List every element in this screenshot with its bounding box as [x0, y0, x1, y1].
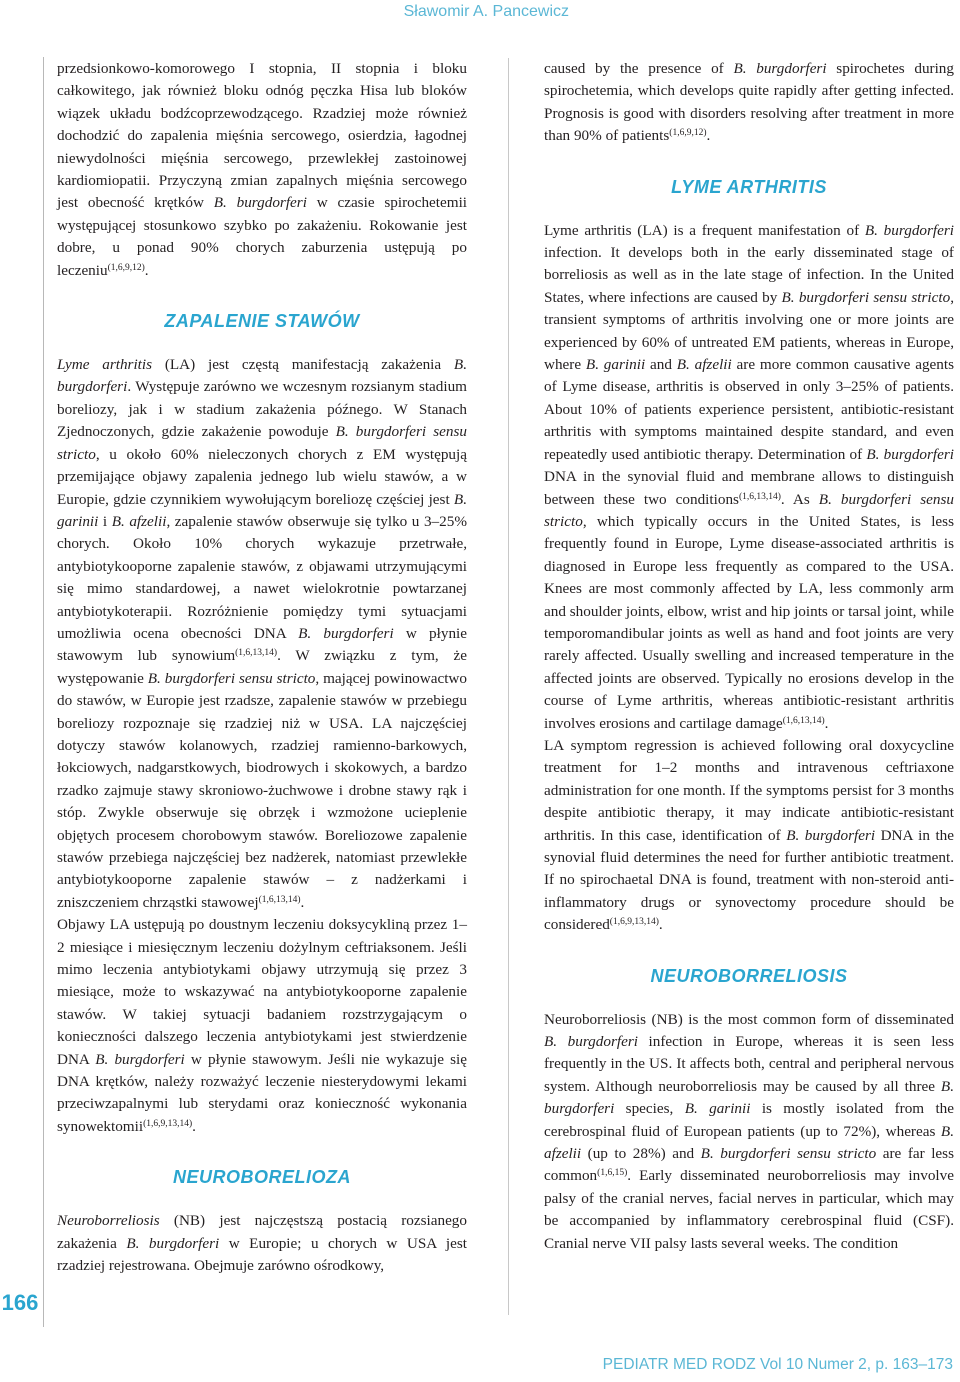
right-paragraph-neuro	[544, 1009, 954, 1255]
species-name: B. burgdorferi sensu stricto	[544, 490, 954, 530]
text-run: .	[300, 893, 305, 911]
text-run: .	[706, 127, 711, 145]
citation: (1,6,9,12)	[107, 262, 145, 273]
text-run: .	[658, 916, 663, 934]
text-run: przedsionkowo-komorowego I stopnia, II stopnia i bloku całkowitego, jak również bloku odnóg pęczka Hisa lub bloków wiązek układu bodźcoprzewodzącego. Rzadziej może również dochodzić do zapalenia mięśnia sercowego, osierdzia, łagodnej niewydolności mięśnia sercowego, przewlekłej zastoinowej kardiomiopatii. Przyczyną zmian zapalnych mięśnia sercowego jest obecność krętków	[57, 60, 467, 212]
citation: (1,6,15)	[597, 1168, 628, 1179]
left-paragraph-treatment	[57, 914, 467, 1138]
left-paragraph-arthritis	[57, 354, 467, 914]
species-name: B. burgdorferi sensu stricto	[57, 423, 467, 463]
species-name: B. burgdorferi	[57, 356, 467, 396]
text-run: species,	[614, 1100, 685, 1118]
text-run: w płynie stawowym. Jeśli nie wykazuje się DNA krętków, należy rozważyć leczenie niesterydowymi lekami przeciwzapalnymi lub sterydami oraz konieczność wykonania synowektomii	[57, 1050, 467, 1135]
left-paragraph-neuro	[57, 1210, 467, 1277]
species-name: B. afzelii	[544, 1122, 954, 1163]
text-run: , which typically occurs in the United States, is less frequently found in Europe, Lyme disease-associated arthritis is diagnosed in Europe less frequently as compared to the USA. Knees are most commonly affected by LA, less commonly arm and shoulder joints, elbow, wrist and hip joints or tarsal joint, while temporomandibular joints as well as hand and foot joints are very rarely affected. Usually swelling and increased temperature in the affected joints are observed. Typically no erosions develop in the course of Lyme arthritis, whereas antibiotic-resistant arthritis involves erosions and cartilage damage	[544, 512, 954, 732]
species-name: B. garinii	[57, 490, 467, 530]
citation: (1,6,9,13,14)	[143, 1118, 193, 1129]
species-name: B. garinii	[684, 1100, 751, 1118]
text-run: w Europie; u chorych w USA jest rzadziej rejestrowana. Obejmuje zarówno ośrodkowy,	[57, 1234, 468, 1275]
species-name: B. afzelii	[676, 356, 732, 374]
section-heading-arthritis-en: LYME ARTHRITIS	[671, 176, 827, 197]
text-run: w płynie stawowym lub synowium	[57, 624, 468, 665]
species-name: B. burgdorferi	[544, 1077, 954, 1118]
text-run: (LA) jest częstą manifestacją zakażenia	[152, 356, 454, 374]
citation: (1,6,13,14)	[235, 648, 278, 659]
species-name: B. burgdorferi sensu stricto	[781, 288, 951, 306]
left-paragraph-myocarditis: przedsionkowo-komorowego I stopnia, II stopnia i bloku całkowitego, jak również bloku odnóg pęczka Hisa lub bloków wiązek układu bodźcoprzewodzącego. Rzadziej może również dochodzić do zapalenia mięśnia sercowego, osierdzia, łagodnej niewydolności mięśnia sercowego, przewlekłej zastoinowej kardiomiopatii. Przyczyną zmian zapalnych mięśnia sercowego jest obecność krętków B. burgdorferi w czasie spirochetemii występującej stosunkowo szybko po zakażeniu. Rokowanie jest dobre, u ponad 90% chorych zaburzenia ustępują po leczeniu$^{(1,6,9,12)}$.	[57, 60, 468, 279]
text-run: , mającej powinowactwo do stawów, w Europie jest rzadsze, zapalenie stawów w przebiegu boreliozy rozpoznaje się rzadziej niż w USA. LA najczęściej dotyczy stawów kolanowych, rzadziej ramienno-barkowych, łokciowych, nadgarstkowych, biodrowych i skokowych, a bardzo rzadko zajmuje stawy skroniowo-żuchwowe i drobne stawy rąk i stóp. Zwykle obserwuje się obrzęk i wzmożone ucieplenie objętych procesem chorobowym stawów. Boreliozowe zapalenie stawów przebiega najczęściej bez nadżerek, natomiast przewlekłe antybiotykooporne zapalenie stawów – z nadżerkami i zniszczeniem chrząstki stawowej	[57, 669, 467, 911]
left-column	[57, 58, 467, 1278]
text-run: Lyme arthritis (LA) is a frequent manifestation of	[544, 221, 865, 239]
text-run: w czasie spirochetemii występującej stosunkowo szybko po zakażeniu. Rokowanie jest dobre, u ponad 90% chorych zaburzenia ustępują po leczeniu	[57, 194, 468, 279]
text-run: infection. It develops both in the early disseminated stage of borreliosis as well as in the late stage of infection. In the United States, where infections are caused by	[544, 244, 954, 306]
species-name: B. burgdorferi	[866, 445, 955, 463]
term: Lyme arthritis	[57, 356, 153, 374]
text-run: Objawy LA ustępują po doustnym leczeniu doksycykliną przez 1–2 miesiące i miesięcznym leczeniu dożylnym ceftriaksonem. Jeśli mimo leczenia antybiotykami objawy utrzymują się przez 3 miesiące, może to wskazywać na antybiotykooporne zapalenie stawów. W takiej sytuacji badaniem rozstrzygającym o konieczności dalszego leczenia antybiotykami jest stwierdzenie DNA	[57, 916, 467, 1068]
species-name: B. burgdorferi	[126, 1234, 220, 1252]
text-run: . Występuje zarówno we wczesnym rozsianym stadium boreliozy, jak i w stadium zakażenia późnego. W Stanach Zjednoczonych, gdzie zakażenie powoduje	[57, 378, 467, 441]
right-column	[544, 58, 954, 1255]
species-name: B. burgdorferi	[864, 221, 955, 239]
column-divider	[508, 58, 509, 1315]
text-run: is mostly isolated from the cerebrospinal fluid of European patients (up to 72%), whereas	[544, 1100, 955, 1140]
section-heading-neuro-pl: NEUROBORELIOZA	[173, 1167, 351, 1188]
text-run: .	[824, 714, 829, 732]
species-name: B. burgdorferi sensu stricto	[147, 669, 316, 687]
text-run: , transient symptoms of arthritis involving one or more joints are experienced by 60% of untreated EM patients, whereas in Europe, where	[544, 288, 954, 374]
section-heading-neuro-en: NEUROBORRELIOSIS	[650, 965, 848, 986]
right-paragraph-myocarditis	[544, 58, 954, 148]
citation: (1,6,13,14)	[258, 894, 301, 905]
species-name: B. afzelii	[111, 512, 167, 530]
citation: (1,6,13,14)	[738, 491, 781, 502]
text-run: . As	[780, 490, 819, 508]
text-run: , zapalenie stawów obserwuje się tylko u 3–25% chorych. Około 10% chorych wykazuje przetrwałe, antybiotykooporne zapalenie stawów, z objawami utrzymującymi się mimo standardowej, a nawet wielokrotnie powtarzanej antybiotykoterapii. Rozróżnienie pomiędzy tymi sytuacjami umożliwia ocena obecności DNA	[57, 512, 467, 642]
species-name: B. burgdorferi	[786, 826, 876, 844]
text-run: (NB) jest najczęstszą postacią rozsianego zakażenia	[57, 1212, 467, 1252]
citation: (1,6,9,13,14)	[609, 917, 659, 928]
text-run: Neuroborreliosis (NB) is the most common form of disseminated	[544, 1010, 954, 1028]
text-run: . W związku z tym, że występowanie	[57, 647, 467, 687]
species-name: B. garinii	[585, 356, 646, 374]
margin-rule	[43, 57, 44, 1327]
text-run: .	[192, 1117, 196, 1135]
text-run: LA symptom regression is achieved following oral doxycycline treatment for 1–2 months and intravenous ceftriaxone administration for one month. If the symptoms persist for 3 months despite antibiotic therapy, it may indicate antibiotic-resistant arthritis. In this case, identification of	[544, 736, 954, 844]
right-paragraph-arthritis	[544, 220, 954, 735]
citation: (1,6,9,12)	[669, 128, 707, 139]
species-name: B. burgdorferi sensu stricto	[700, 1145, 877, 1163]
species-name: B. burgdorferi	[95, 1050, 185, 1068]
citation: (1,6,13,14)	[782, 715, 825, 726]
text-run: caused by the presence of	[544, 60, 734, 77]
page-number: 166	[1, 1290, 39, 1315]
species-name: B. burgdorferi	[544, 1033, 638, 1051]
text-run: are far less common	[544, 1145, 954, 1185]
right-paragraph-treatment	[544, 735, 954, 937]
text-run: DNA in the synovial fluid and membrane allows to distinguish between these two conditions	[544, 468, 954, 508]
species-name: B. burgdorferi	[298, 624, 394, 642]
running-head: Sławomir A. Pancewicz	[403, 3, 569, 20]
text-run: DNA in the synovial fluid determines the need for further antibiotic treatment. If no spirochaetal DNA is found, treatment with non-steroid anti-inflammatory drugs or synovectomy procedure should be considered	[544, 826, 955, 934]
text-run: spirochetes during spirochetemia, which develops quite rapidly after getting infected. Prognosis is good with disorders resolving after treatment in more than 90% of patients	[544, 60, 954, 145]
text-run: (up to 28%) and	[581, 1145, 701, 1163]
species-name: B. burgdorferi	[213, 194, 307, 212]
text-run: i	[98, 512, 112, 530]
text-run: and	[645, 356, 677, 374]
text-run: are more common causative agents of Lyme disease, arthritis is observed in only 3–25% of patients. About 10% of patients experience persistent, antibiotic-resistant arthritis with symptoms maintained despite standard, and even repeatedly used antibiotic therapy. Determination of	[544, 356, 954, 463]
species-name: B. burgdorferi	[733, 60, 827, 77]
journal-footer: PEDIATR MED RODZ Vol 10 Numer 2, p. 163–173	[602, 1356, 953, 1373]
term: Neuroborreliosis	[57, 1212, 160, 1230]
text-run: , u około 60% nieleczonych chorych z EM występują przemijające objawy zapalenia jednego lub wielu stawów, a w Europie, gdzie czynnikiem wywołującym boreliozę częściej jest	[57, 445, 467, 508]
section-heading-arthritis-pl: ZAPALENIE STAWÓW	[164, 311, 360, 332]
text-run: . Early disseminated neuroborreliosis may involve palsy of the cranial nerves, facial nerves in particular, which may be accompanied by inflammatory cerebrospinal fluid (CSF). Cranial nerve VII palsy lasts several weeks. The condition	[544, 1167, 954, 1252]
text-run: infection in Europe, whereas it is seen less frequently in the US. It affects both, central and peripheral nervous system. Although neuroborreliosis may be caused by all three	[544, 1033, 954, 1095]
